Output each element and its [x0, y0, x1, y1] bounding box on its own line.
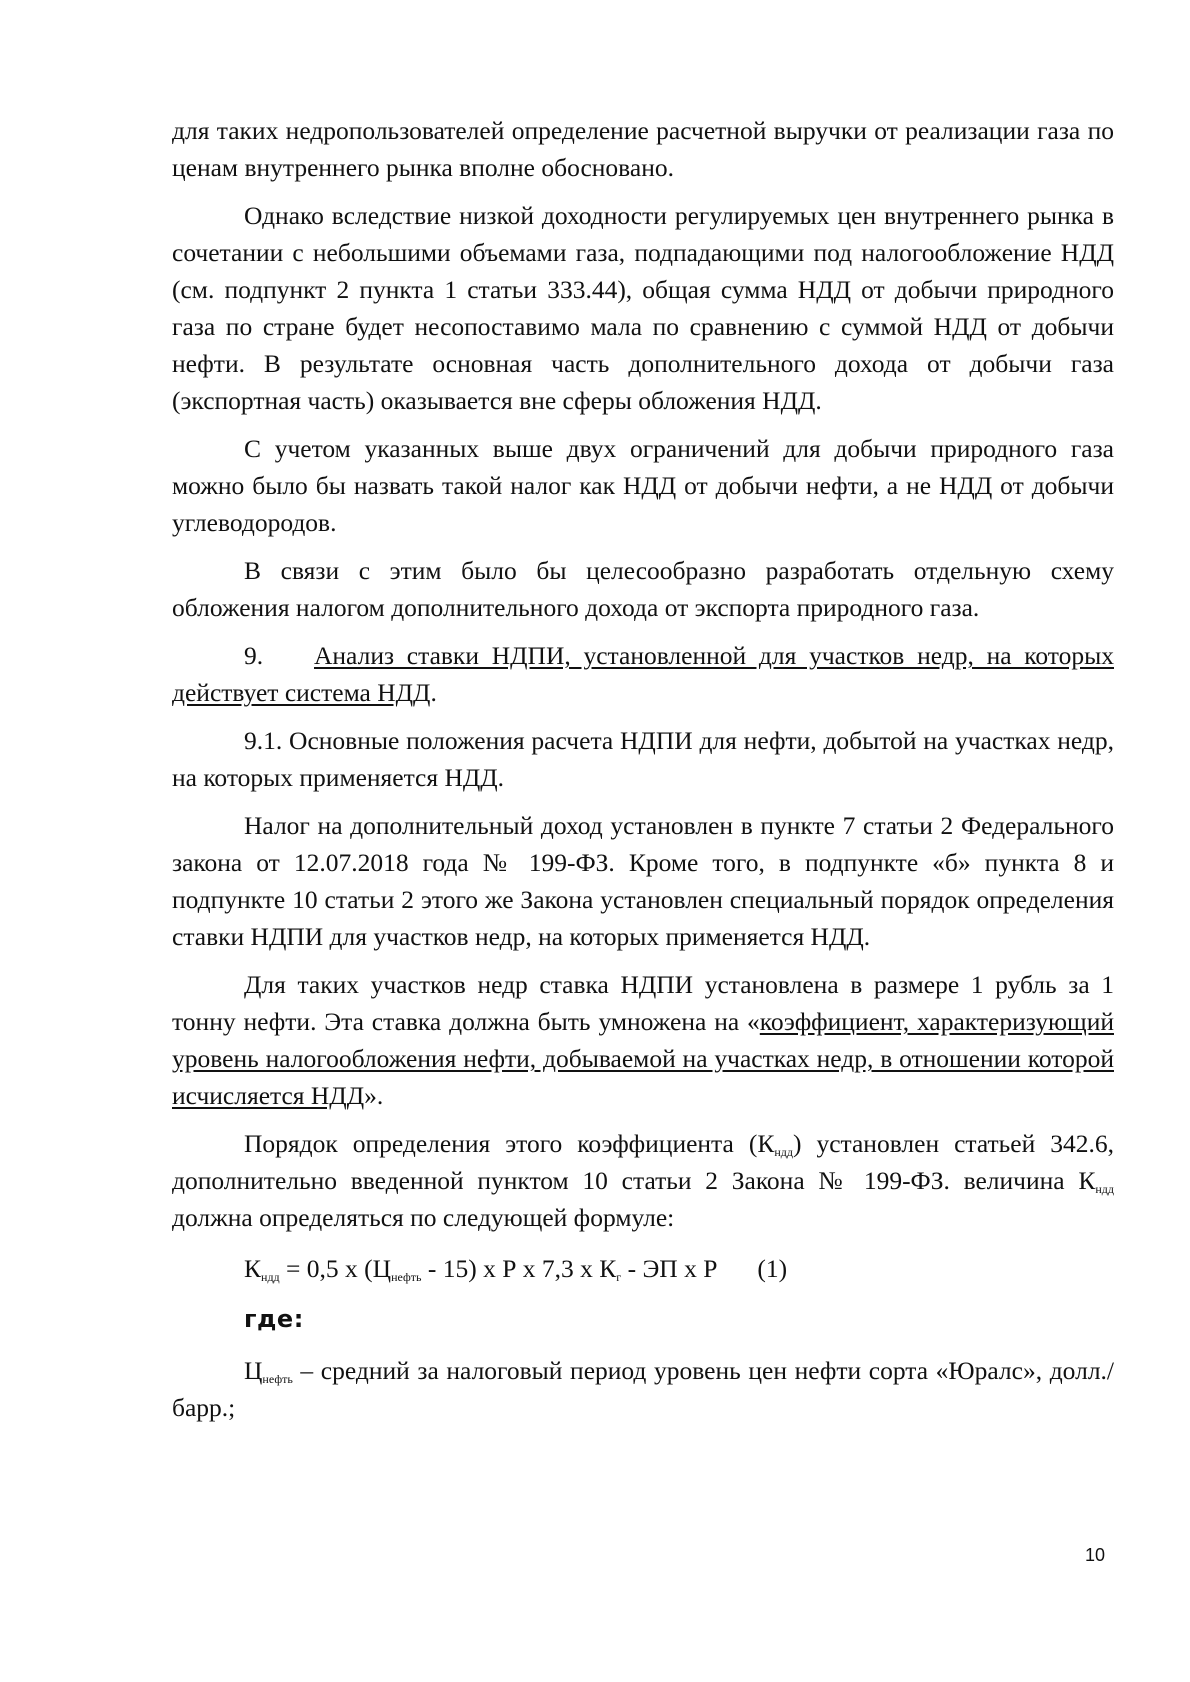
section-9-title: Анализ ставки НДПИ, установленной для участков недр, на которых действует система НДД	[172, 641, 1114, 707]
formula-k: К	[244, 1254, 262, 1283]
page-content	[172, 112, 1114, 1437]
definition-symbol: Ц	[244, 1356, 263, 1385]
paragraph-3: С учетом указанных выше двух ограничений для добычи природного газа можно было бы назвать такой налог как НДД от добычи нефти, а не НДД от добычи углеводородов.	[172, 434, 1114, 537]
paragraph-8-sub-1: ндд	[774, 1145, 793, 1159]
paragraph-8	[172, 1125, 1114, 1236]
paragraph-7-quote: коэффициент, характеризующий уровень налогообложения нефти, добываемой на участках недр, в отношении которой исчисляется НДД	[172, 1007, 1114, 1110]
paragraph-6: Налог на дополнительный доход установлен в пункте 7 статьи 2 Федерального закона от 12.07.2018 года № 199-ФЗ. Кроме того, в подпункте «б» пункта 8 и подпункте 10 статьи 2 этого же Закона установлен специальный порядок определения ставки НДПИ для участков недр, на которых применяется НДД.	[172, 811, 1114, 951]
formula-kg-sub: г	[616, 1270, 622, 1284]
section-9-end: .	[430, 678, 437, 707]
formula-1	[172, 1250, 1114, 1287]
paragraph-7	[172, 966, 1114, 1114]
paragraph-8-c: должна определяться по следующей формуле:	[172, 1203, 675, 1232]
where-label: где:	[244, 1305, 304, 1333]
definition-text: – средний за налоговый период уровень цен нефти сорта «Юралс», долл./барр.;	[172, 1356, 1114, 1422]
paragraph-7-start: Для таких участков недр ставка НДПИ установлена в размере 1 рубль за 1 тонну нефти. Эта ставка должна быть умножена на «	[172, 970, 1114, 1036]
paragraph-4: В связи с этим было бы целесообразно разработать отдельную схему обложения налогом дополнительного дохода от экспорта природного газа.	[172, 556, 1114, 622]
paragraph-7-end: ».	[364, 1081, 384, 1110]
paragraph-2: Однако вследствие низкой доходности регулируемых цен внутреннего рынка в сочетании с небольшими объемами газа, подпадающими под налогообложение НДД (см. подпункт 2 пункта 1 статьи 333.44), общая сумма НДД от добычи природного газа по стране будет несопоставимо мала по сравнению с суммой НДД от добычи нефти. В результате основная часть дополнительного дохода от добычи газа (экспортная часть) оказывается вне сферы обложения НДД.	[172, 201, 1114, 415]
paragraph-8-sub-2: ндд	[1095, 1182, 1114, 1196]
definition-c-oil	[172, 1352, 1114, 1426]
paragraph-1: для таких недропользователей определение расчетной выручки от реализации газа по ценам внутреннего рынка вполне обосновано.	[172, 116, 1114, 182]
formula-k-sub: ндд	[261, 1270, 280, 1284]
section-9-heading	[172, 637, 1114, 711]
subsection-9-1: 9.1. Основные положения расчета НДПИ для нефти, добытой на участках недр, на которых применяется НДД.	[172, 726, 1114, 792]
definition-symbol-sub: нефть	[262, 1372, 293, 1386]
formula-number: (1)	[757, 1254, 788, 1283]
paragraph-8-a: Порядок определения этого коэффициента (К	[244, 1129, 775, 1158]
section-9-number: 9.	[244, 641, 264, 670]
formula-part-2: - 15) х Р х 7,3 х К	[421, 1254, 617, 1283]
formula-c-sub: нефть	[391, 1270, 422, 1284]
page-number: 10	[1085, 1545, 1106, 1565]
paragraph-8-b: ) установлен статьей 342.6, дополнительно введенной пунктом 10 статьи 2 Закона № 199-ФЗ. величина К	[172, 1129, 1114, 1195]
formula-part-3: - ЭП х Р	[621, 1254, 718, 1283]
formula-part-1: = 0,5 х (Ц	[279, 1254, 392, 1283]
